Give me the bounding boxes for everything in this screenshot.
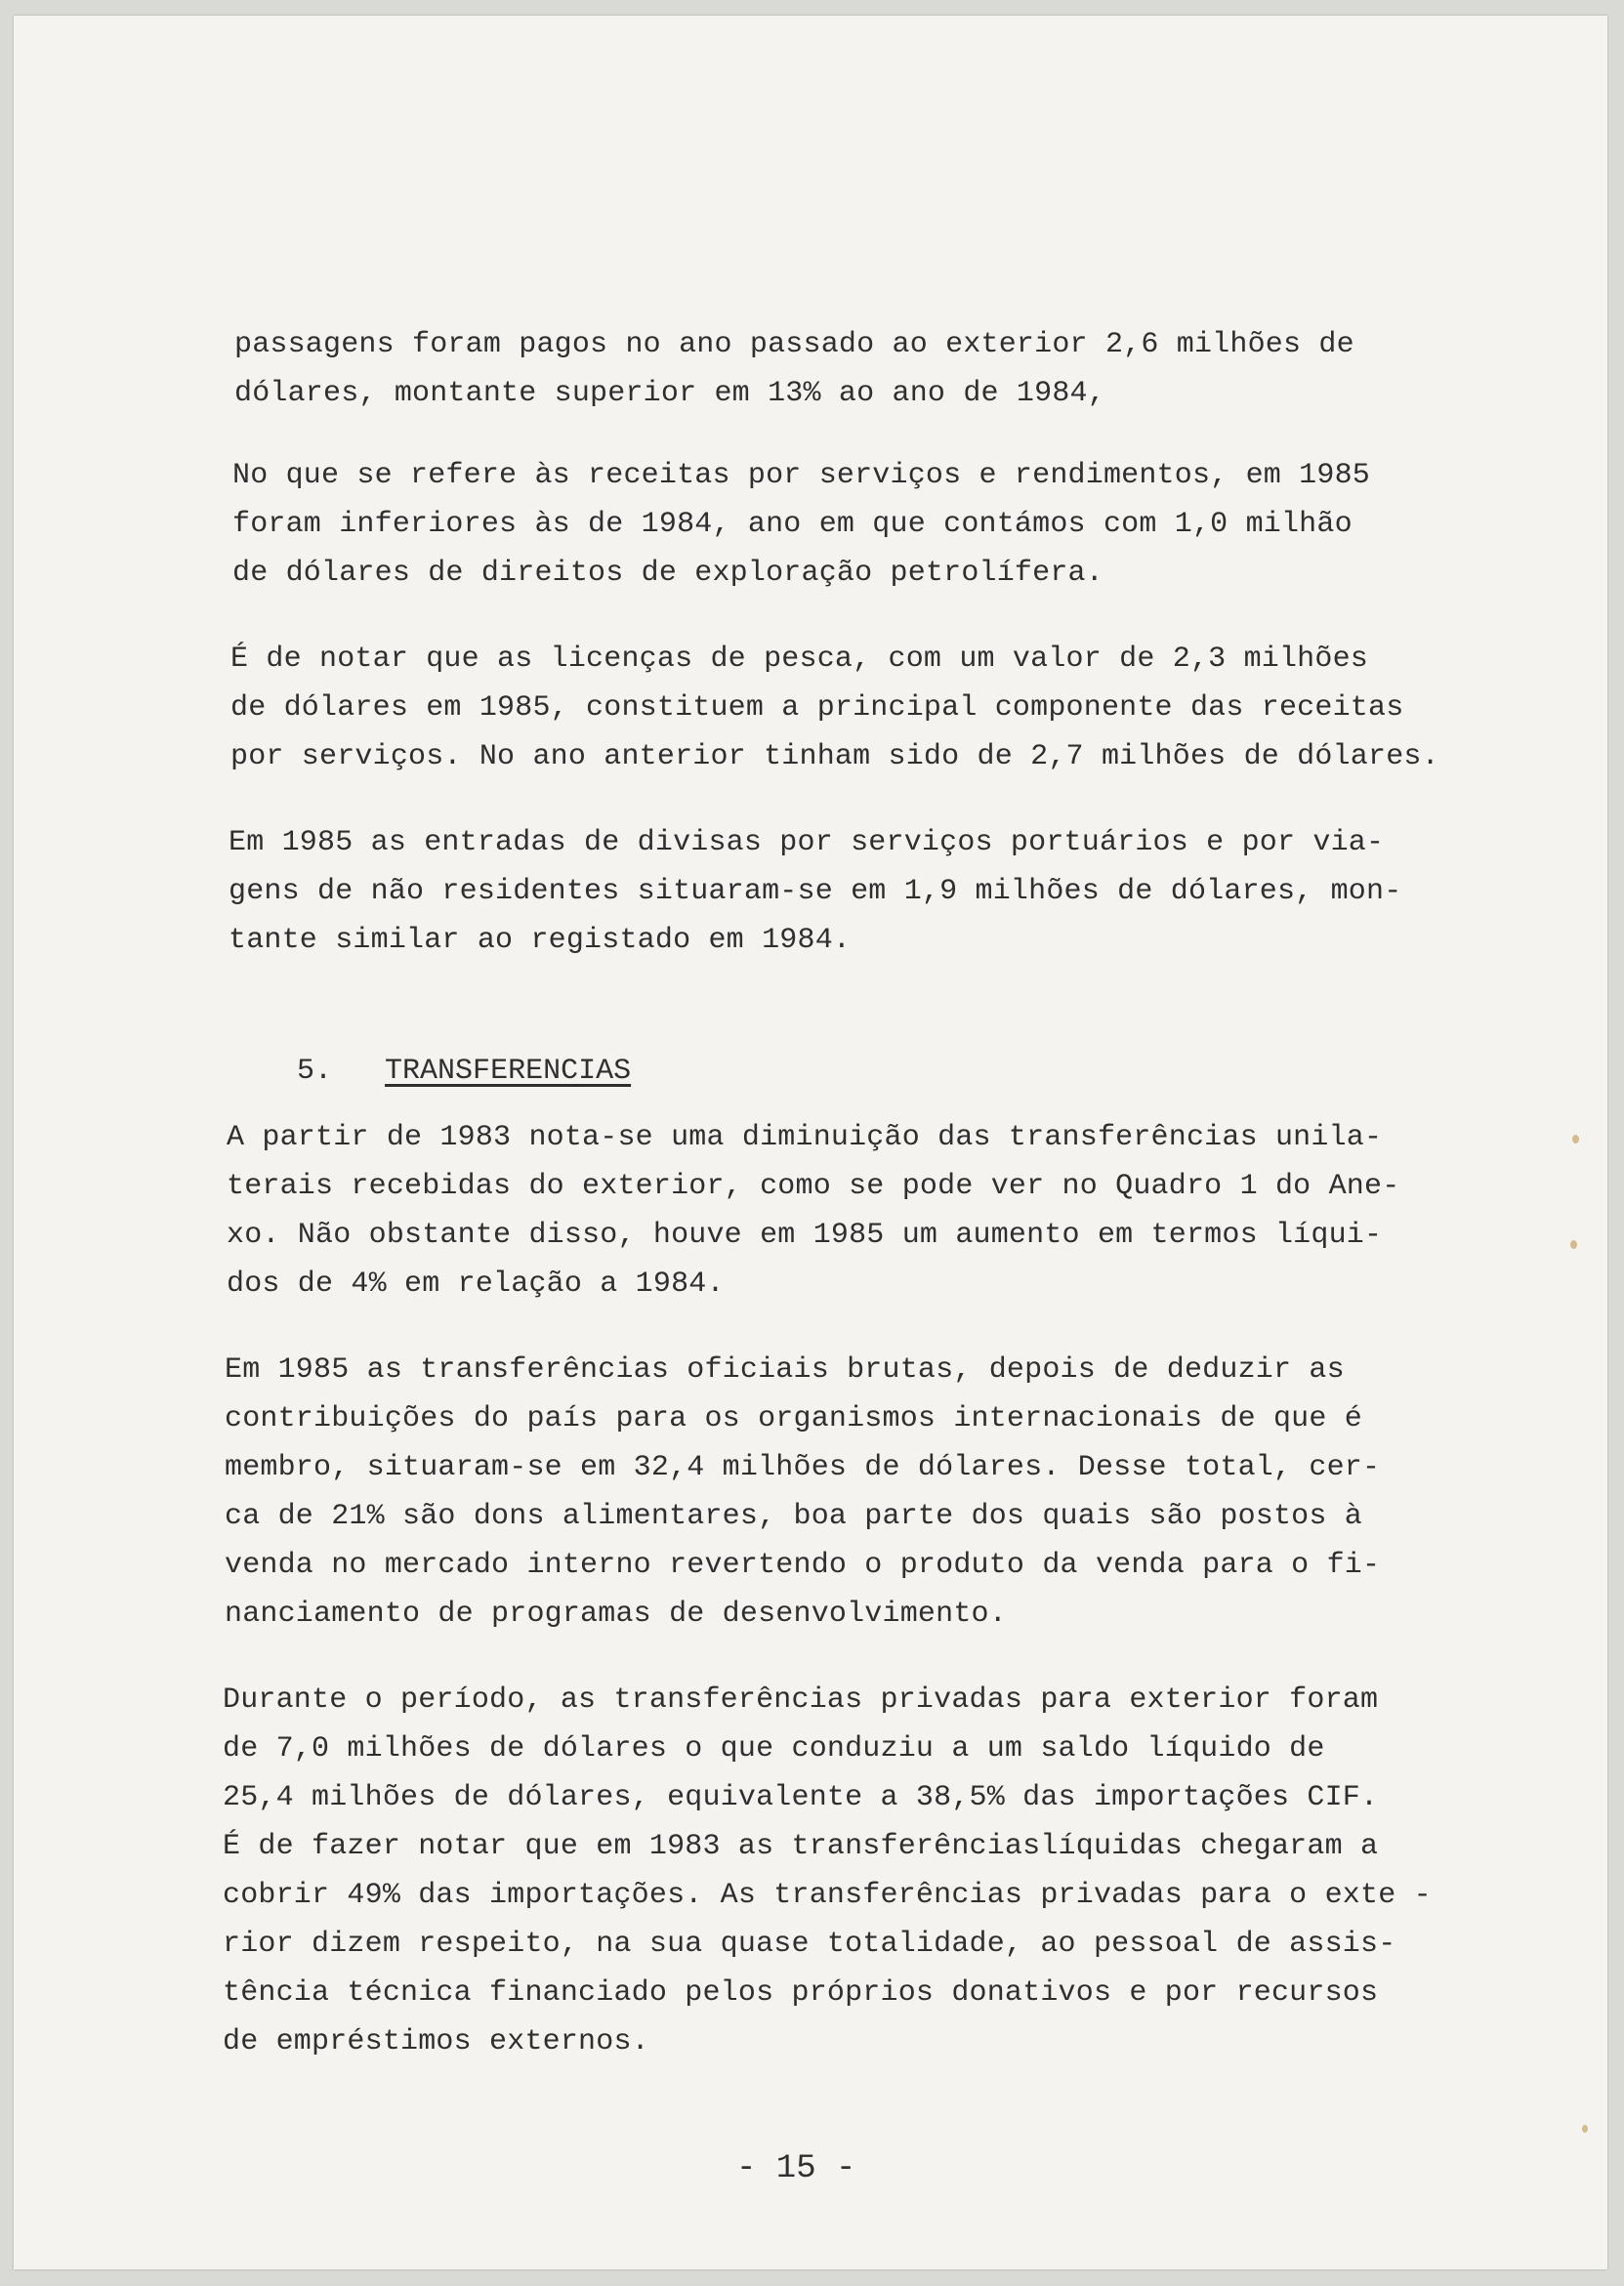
text-line: tência técnica financiado pelos próprios donativos e por recursos bbox=[223, 1976, 1379, 2010]
text-line: tante similar ao registado em 1984. bbox=[229, 924, 852, 957]
text-line: dos de 4% em relação a 1984. bbox=[227, 1268, 725, 1301]
section-title: TRANSFERENCIAS bbox=[385, 1055, 632, 1088]
text-line: terais recebidas do exterior, como se pode ver no Quadro 1 do Ane- bbox=[227, 1170, 1400, 1203]
paper-stain bbox=[1572, 1135, 1579, 1143]
text-line: foram inferiores às de 1984, ano em que contámos com 1,0 milhão bbox=[232, 508, 1353, 541]
text-line: de dólares de direitos de exploração petrolífera. bbox=[232, 557, 1103, 590]
text-line: venda no mercado interno revertendo o produto da venda para o fi- bbox=[225, 1549, 1381, 1582]
text-line: por serviços. No ano anterior tinham sido de 2,7 milhões de dólares. bbox=[230, 740, 1439, 773]
text-line: É de fazer notar que em 1983 as transferênciaslíquidas chegaram a bbox=[223, 1830, 1379, 1863]
text-line: ca de 21% são dons alimentares, boa parte dos quais são postos à bbox=[225, 1500, 1362, 1533]
paper-stain bbox=[1570, 1240, 1577, 1249]
text-line: Em 1985 as transferências oficiais brutas, depois de deduzir as bbox=[225, 1353, 1345, 1387]
text-line: de dólares em 1985, constituem a principal componente das receitas bbox=[230, 691, 1404, 725]
text-line: cobrir 49% das importações. As transferências privadas para o exte - bbox=[223, 1879, 1432, 1912]
text-line: rior dizem respeito, na sua quase totalidade, ao pessoal de assis- bbox=[223, 1928, 1396, 1961]
section-number: 5. bbox=[297, 1055, 333, 1088]
text-line: passagens foram pagos no ano passado ao exterior 2,6 milhões de bbox=[234, 328, 1354, 361]
text-line: No que se refere às receitas por serviços e rendimentos, em 1985 bbox=[232, 459, 1370, 492]
text-line: A partir de 1983 nota-se uma diminuição das transferências unila- bbox=[227, 1121, 1383, 1154]
text-line: Durante o período, as transferências privadas para exterior foram bbox=[223, 1683, 1379, 1717]
document-page bbox=[14, 16, 1607, 2269]
text-line: Em 1985 as entradas de divisas por serviços portuários e por via- bbox=[229, 826, 1385, 859]
text-line: É de notar que as licenças de pesca, com um valor de 2,3 milhões bbox=[230, 643, 1368, 676]
text-line: nanciamento de programas de desenvolvimento. bbox=[225, 1598, 1007, 1631]
text-line: de empréstimos externos. bbox=[223, 2025, 649, 2058]
section-heading bbox=[227, 1021, 631, 1121]
text-line: membro, situaram-se em 32,4 milhões de dólares. Desse total, cer- bbox=[225, 1451, 1381, 1484]
text-line: dólares, montante superior em 13% ao ano de 1984, bbox=[234, 377, 1105, 410]
text-line: xo. Não obstante disso, houve em 1985 um aumento em termos líqui- bbox=[227, 1219, 1383, 1252]
paper-stain bbox=[1582, 2125, 1588, 2133]
page-number: - 15 - bbox=[736, 2150, 856, 2187]
text-line: de 7,0 milhões de dólares o que conduziu a um saldo líquido de bbox=[223, 1732, 1325, 1766]
text-line: gens de não residentes situaram-se em 1,9 milhões de dólares, mon- bbox=[229, 875, 1402, 908]
text-line: 25,4 milhões de dólares, equivalente a 38,5% das importações CIF. bbox=[223, 1781, 1379, 1814]
text-line: contribuições do país para os organismos internacionais de que é bbox=[225, 1402, 1362, 1435]
